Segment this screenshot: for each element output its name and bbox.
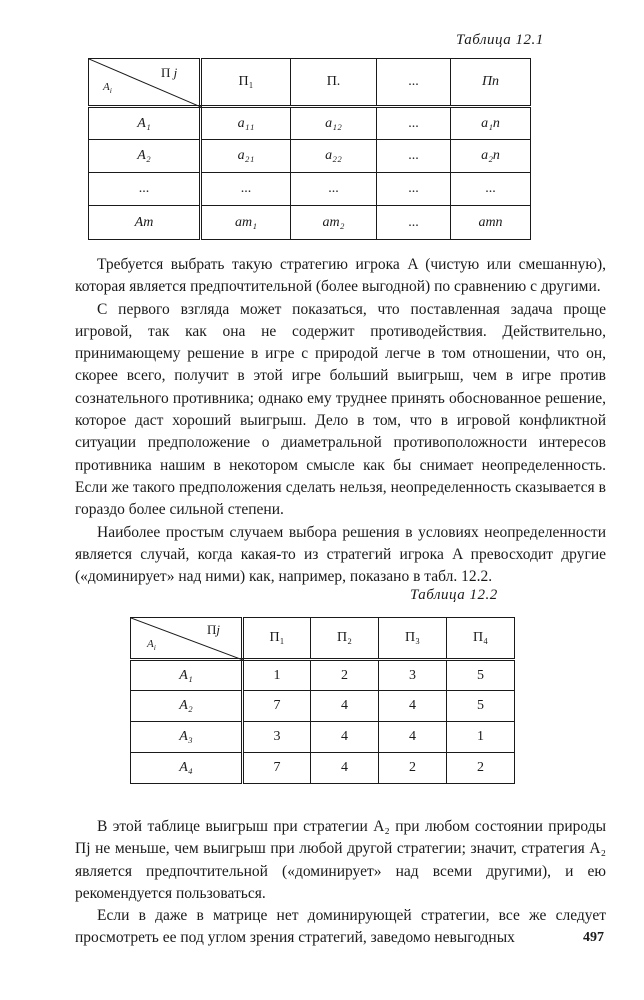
table-row (131, 722, 515, 753)
table-2-row-header: A₃ (131, 722, 243, 753)
paragraph: Если в даже в матрице нет доминирующей стратегии, все же следует просмотреть ее под углом зрения стратегий, заведомо невыгодных (75, 907, 606, 947)
table-1-cell: ... (377, 206, 451, 240)
table-1-cell: am₁ (201, 206, 291, 240)
table-1-header-cell: П. (291, 59, 377, 107)
corner-row-label: $A_i$ (103, 81, 112, 95)
table-row (89, 140, 531, 173)
table-1-cell: a₁₁ (201, 107, 291, 140)
paragraph: С первого взгляда может показаться, что поставленная задача проще игровой, так как она не содержит противодействия. Действительно, принимающему решение в игре с природой легче в том отношении, что он, скорее всего, получит в этой игре больший выигрыш, чем в игре против сознательного противника; однако ему труднее принять обоснованное решение, которое даст хороший выигрыш. Дело в том, что в игровой конфликтной ситуации предположение о диаметральной противоположности интересов противника нашим в некотором смысле как бы снимает неопределенность. Если же такого предположения сделать нельзя, неопределенность сказывается в гораздо более сильной степени. (75, 300, 606, 519)
table-1-cell: ... (201, 173, 291, 206)
table-1-cell: a₂₂ (291, 140, 377, 173)
corner-column-label: Пj (207, 622, 221, 637)
table-1-cell: am₂ (291, 206, 377, 240)
table-2-cell: 1 (447, 722, 515, 753)
body-text-2 (75, 816, 606, 950)
table-2-row-header: A₁ (131, 660, 243, 691)
table-1-caption: Таблица 12.1 (456, 32, 544, 48)
table-row (131, 691, 515, 722)
paragraph: Требуется выбрать такую стратегию игрока A (чистую или смешанную), которая является предпочтительной (более выгодной) по сравнению с другими. (75, 256, 606, 296)
table-2-header-cell: П₃ (379, 618, 447, 660)
page-number: 497 (583, 930, 604, 945)
table-1-header-cell: П₁ (201, 59, 291, 107)
table-2-row-header: A₄ (131, 753, 243, 784)
table-1-cell: ... (377, 173, 451, 206)
table-2-cell: 7 (243, 691, 311, 722)
table-1-row-header: A₂ (89, 140, 201, 173)
table-1-corner-cell (89, 59, 201, 107)
table-2-cell: 7 (243, 753, 311, 784)
table-2-cell: 2 (311, 660, 379, 691)
table-1-row-header: A₁ (89, 107, 201, 140)
table-2-header-cell: П₄ (447, 618, 515, 660)
table-1-cell: ... (377, 140, 451, 173)
corner-column-label: П j (161, 65, 178, 80)
table-row (89, 173, 531, 206)
table-2-cell: 5 (447, 691, 515, 722)
table-2-cell: 5 (447, 660, 515, 691)
table-2-cell: 2 (379, 753, 447, 784)
table-1-cell: a₁n (451, 107, 531, 140)
table-1-cell: ... (291, 173, 377, 206)
table-row (89, 107, 531, 140)
table-2-cell: 4 (311, 753, 379, 784)
table-row (89, 206, 531, 240)
table-1 (88, 58, 531, 240)
table-1-cell: amn (451, 206, 531, 240)
table-2-row-header: A₂ (131, 691, 243, 722)
table-1-cell: ... (377, 107, 451, 140)
table-1-header-cell: ... (377, 59, 451, 107)
table-1-cell: a₂₁ (201, 140, 291, 173)
table-2-cell: 3 (379, 660, 447, 691)
table-2-cell: 4 (379, 722, 447, 753)
table-2-cell: 2 (447, 753, 515, 784)
table-2-header-cell: П₂ (311, 618, 379, 660)
table-1-header-cell: Пn (451, 59, 531, 107)
table-2-cell: 4 (379, 691, 447, 722)
table-row (131, 753, 515, 784)
table-1-cell: a₁₂ (291, 107, 377, 140)
table-2-cell: 4 (311, 691, 379, 722)
table-1-row-header: ... (89, 173, 201, 206)
table-2-header-cell: П₁ (243, 618, 311, 660)
table-2-corner-cell (131, 618, 243, 660)
table-1-row-header: Am (89, 206, 201, 240)
table-2-caption: Таблица 12.2 (410, 587, 498, 603)
body-text-1 (75, 254, 606, 588)
table-2 (130, 617, 515, 784)
corner-row-label: $A_i$ (147, 638, 156, 652)
paragraph: Наиболее простым случаем выбора решения в условиях неопределенности является случай, когда какая-то из стратегий игрока A превосходит другие («доминирует» над ними) как, например, показано в табл. 12.2. (75, 523, 606, 586)
table-1-cell: ... (451, 173, 531, 206)
table-1-cell: a₂n (451, 140, 531, 173)
table-2-cell: 3 (243, 722, 311, 753)
table-row (131, 660, 515, 691)
table-2-cell: 4 (311, 722, 379, 753)
paragraph: В этой таблице выигрыш при стратегии A₂ при любом состоянии природы Пj не меньше, чем выигрыш при любой другой стратегии; значит, стратегия A₂ является предпочтительной («доминирует» над всеми другими), и ею рекомендуется пользоваться. (75, 818, 606, 902)
table-2-cell: 1 (243, 660, 311, 691)
